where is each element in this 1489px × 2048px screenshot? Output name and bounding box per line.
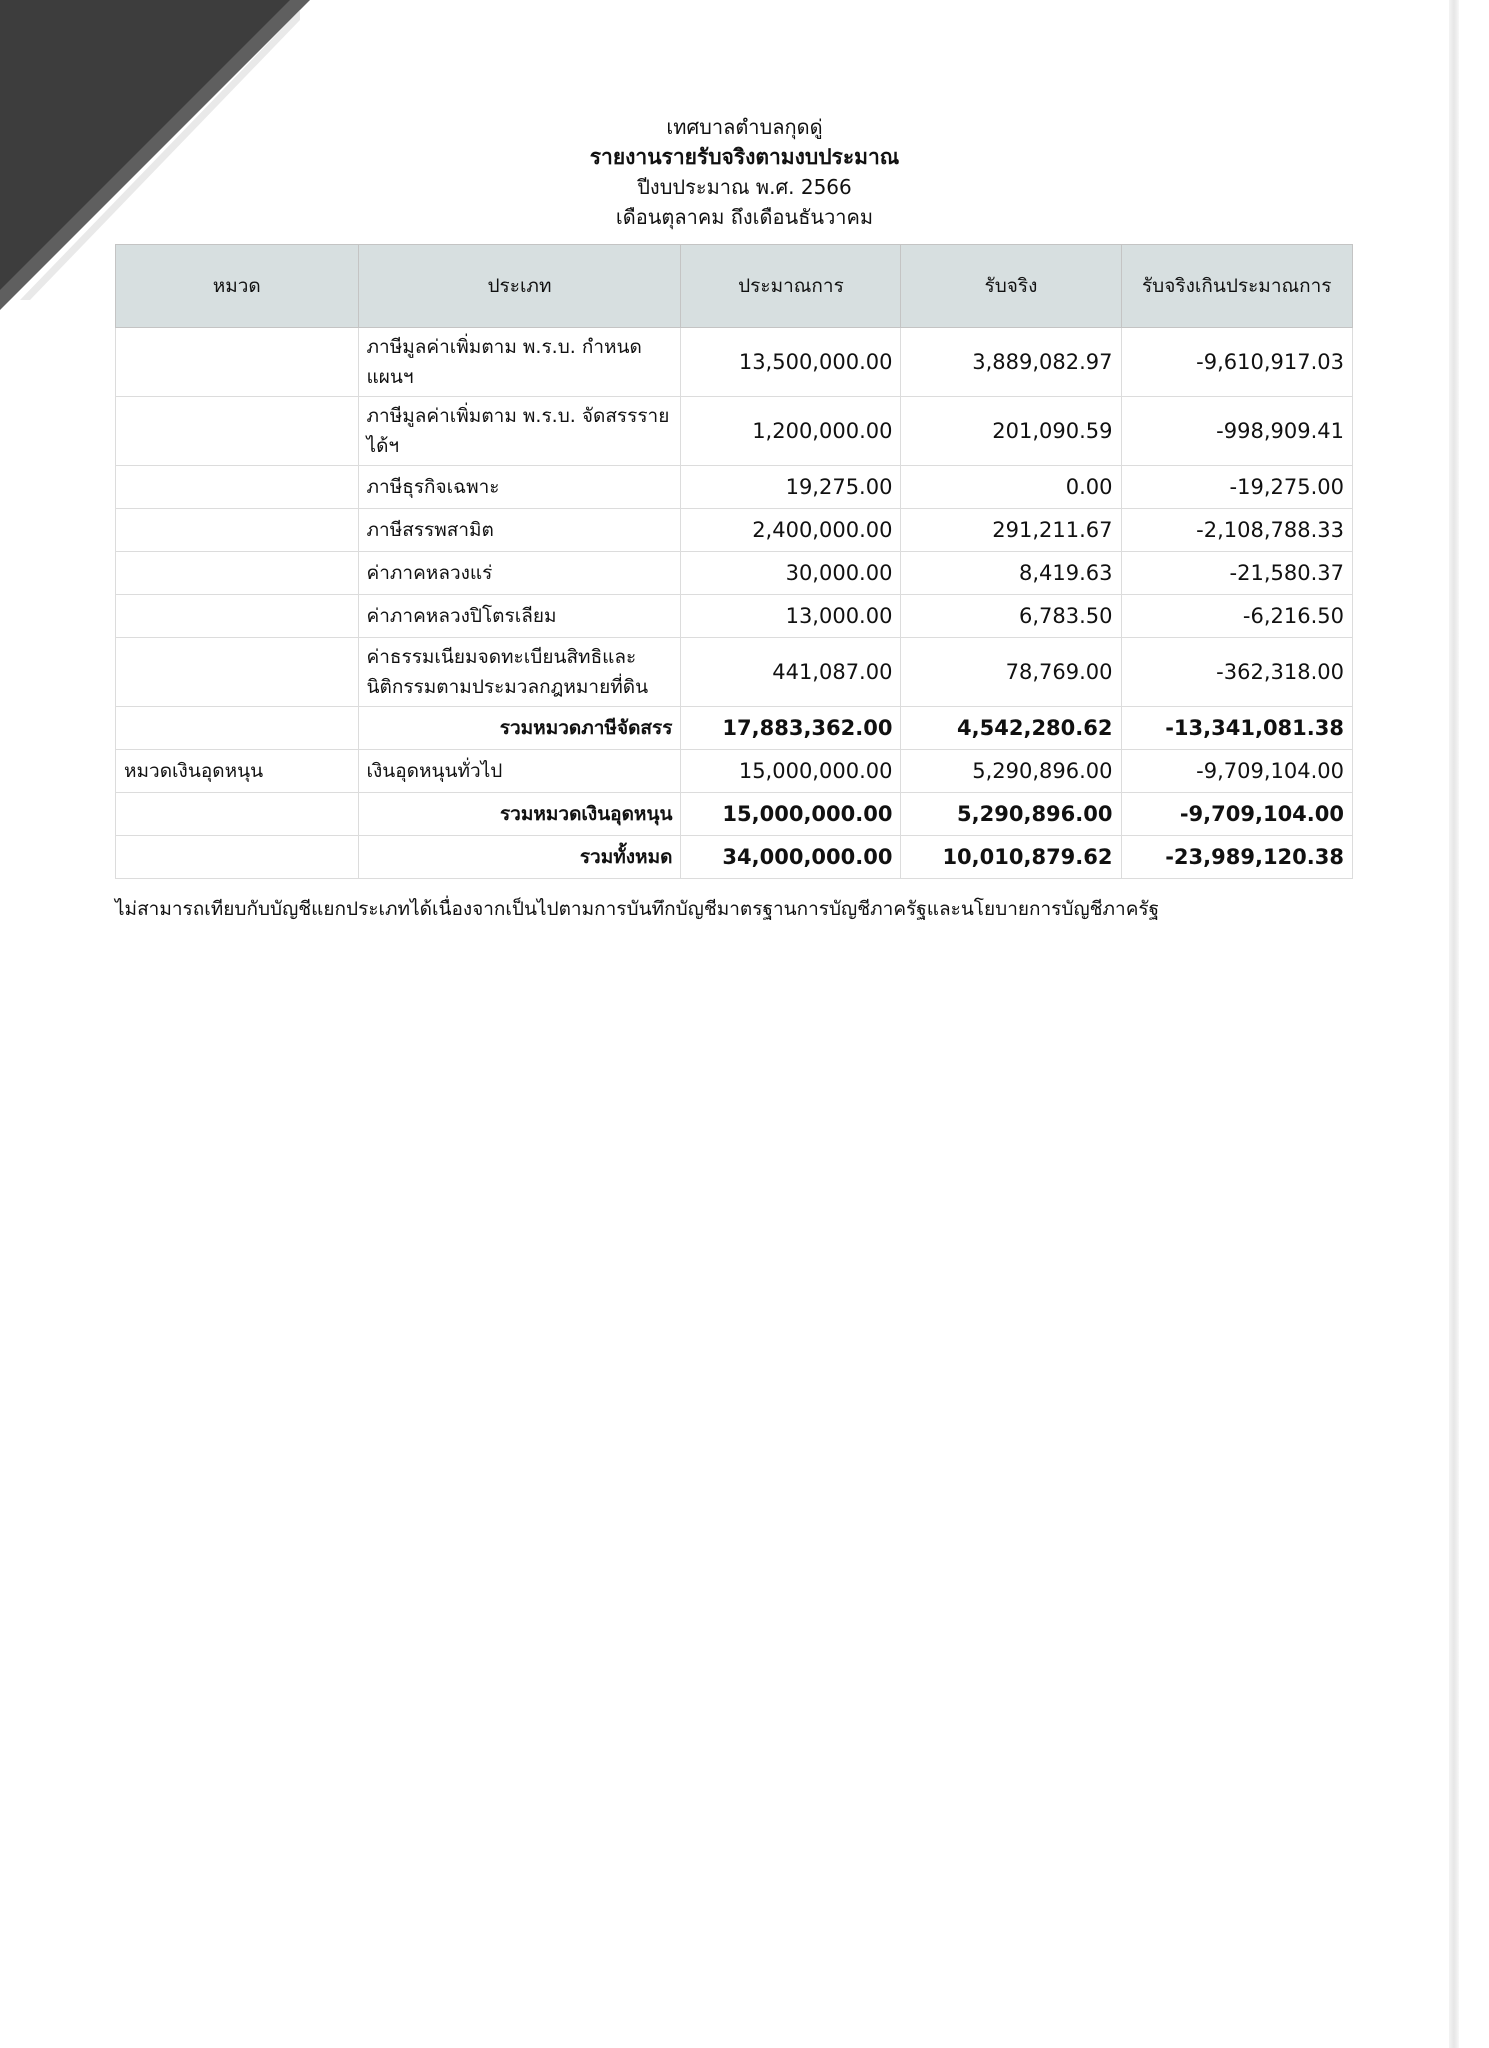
cell-budget: 441,087.00 (681, 638, 901, 707)
cell-actual: 6,783.50 (901, 595, 1121, 638)
cell-diff: -9,709,104.00 (1121, 750, 1353, 793)
table-row (116, 509, 1353, 552)
cell-actual: 3,889,082.97 (901, 328, 1121, 397)
grand-total-actual: 10,010,879.62 (901, 836, 1121, 879)
subtotal-tax-actual: 4,542,280.62 (901, 707, 1121, 750)
table-row (116, 638, 1353, 707)
cell-type: ภาษีมูลค่าเพิ่มตาม พ.ร.บ. จัดสรรรายได้ฯ (358, 397, 681, 466)
cell-category: หมวดเงินอุดหนุน (116, 750, 359, 793)
cell-category (116, 509, 359, 552)
cell-actual: 78,769.00 (901, 638, 1121, 707)
table-row (116, 595, 1353, 638)
org-name: เทศบาลตำบลกุดดู่ (666, 115, 823, 139)
cell-actual: 291,211.67 (901, 509, 1121, 552)
cell-diff: -19,275.00 (1121, 466, 1353, 509)
cell-budget: 30,000.00 (681, 552, 901, 595)
table-header-row (116, 245, 1353, 328)
cell-actual: 0.00 (901, 466, 1121, 509)
header-actual: รับจริง (901, 245, 1121, 328)
subtotal-grant-budget: 15,000,000.00 (681, 793, 901, 836)
revenue-table (115, 244, 1353, 879)
subtotal-tax-budget: 17,883,362.00 (681, 707, 901, 750)
table-row (116, 552, 1353, 595)
cell-type: ค่าภาคหลวงแร่ (358, 552, 681, 595)
cell-category (116, 397, 359, 466)
grand-total-budget: 34,000,000.00 (681, 836, 901, 879)
cell-type: เงินอุดหนุนทั่วไป (358, 750, 681, 793)
table-row (116, 466, 1353, 509)
cell-type: ภาษีธุรกิจเฉพาะ (358, 466, 681, 509)
cell-actual: 8,419.63 (901, 552, 1121, 595)
cell-category (116, 328, 359, 397)
header-category: หมวด (116, 245, 359, 328)
grand-total-row (116, 836, 1353, 879)
table-row (116, 750, 1353, 793)
cell-category (116, 552, 359, 595)
cell-budget: 2,400,000.00 (681, 509, 901, 552)
cell-diff: -998,909.41 (1121, 397, 1353, 466)
subtotal-grant-label: รวมหมวดเงินอุดหนุน (358, 793, 681, 836)
subtotal-grant-row (116, 793, 1353, 836)
subtotal-grant-diff: -9,709,104.00 (1121, 793, 1353, 836)
cell-type: ค่าธรรมเนียมจดทะเบียนสิทธิและนิติกรรมตามประมวลกฎหมายที่ดิน (358, 638, 681, 707)
cell-diff: -6,216.50 (1121, 595, 1353, 638)
header-budget: ประมาณการ (681, 245, 901, 328)
cell-type: ภาษีสรรพสามิต (358, 509, 681, 552)
cell-type: ภาษีมูลค่าเพิ่มตาม พ.ร.บ. กำหนดแผนฯ (358, 328, 681, 397)
cell-budget: 1,200,000.00 (681, 397, 901, 466)
cell-diff: -9,610,917.03 (1121, 328, 1353, 397)
cell-budget: 15,000,000.00 (681, 750, 901, 793)
cell-actual: 5,290,896.00 (901, 750, 1121, 793)
table-row (116, 328, 1353, 397)
grand-total-diff: -23,989,120.38 (1121, 836, 1353, 879)
cell-diff: -362,318.00 (1121, 638, 1353, 707)
cell-type: ค่าภาคหลวงปิโตรเลียม (358, 595, 681, 638)
cell-empty (116, 836, 359, 879)
cell-actual: 201,090.59 (901, 397, 1121, 466)
report-title: รายงานรายรับจริงตามงบประมาณ (589, 145, 900, 169)
cell-budget: 19,275.00 (681, 466, 901, 509)
header-type: ประเภท (358, 245, 681, 328)
cell-category (116, 638, 359, 707)
cell-diff: -21,580.37 (1121, 552, 1353, 595)
page-edge (1449, 0, 1459, 2048)
cell-empty (116, 793, 359, 836)
cell-budget: 13,500,000.00 (681, 328, 901, 397)
report-header (0, 112, 1489, 232)
cell-empty (116, 707, 359, 750)
cell-category (116, 595, 359, 638)
subtotal-tax-diff: -13,341,081.38 (1121, 707, 1353, 750)
header-diff: รับจริงเกินประมาณการ (1121, 245, 1353, 328)
cell-diff: -2,108,788.33 (1121, 509, 1353, 552)
cell-category (116, 466, 359, 509)
footnote: ไม่สามารถเทียบกับบัญชีแยกประเภทได้เนื่องจากเป็นไปตามการบันทึกบัญชีมาตรฐานการบัญชีภาครัฐและนโยบายการบัญชีภาครัฐ (115, 898, 1160, 920)
grand-total-label: รวมทั้งหมด (358, 836, 681, 879)
subtotal-tax-label: รวมหมวดภาษีจัดสรร (358, 707, 681, 750)
subtotal-tax-row (116, 707, 1353, 750)
subtotal-grant-actual: 5,290,896.00 (901, 793, 1121, 836)
table-row (116, 397, 1353, 466)
report-period: เดือนตุลาคม ถึงเดือนธันวาคม (615, 205, 874, 229)
cell-budget: 13,000.00 (681, 595, 901, 638)
fiscal-year: ปีงบประมาณ พ.ศ. 2566 (637, 175, 852, 199)
